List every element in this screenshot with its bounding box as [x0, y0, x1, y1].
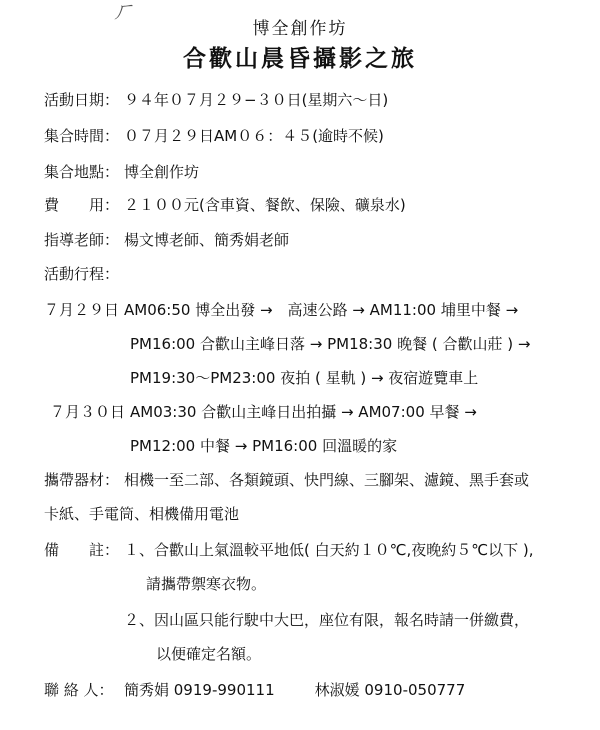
place-label: 集合地點：	[44, 163, 120, 181]
equipment-line1: 相機一至二部、各類鏡頭、快門線、三腳架、濾鏡、黑手套或	[124, 471, 530, 489]
day1-line2: PM16:00 合歡山主峰日落 → PM18:30 晚餐 ( 合歡山莊 ) →	[130, 335, 531, 353]
day2-row	[50, 402, 590, 422]
equipment-line2: 卡紙、手電筒、相機備用電池	[44, 505, 240, 523]
organizer-name: 博全創作坊	[252, 19, 348, 39]
page-title: 合歡山晨昏攝影之旅	[183, 46, 417, 72]
teacher-value: 楊文博老師、簡秀娟老師	[124, 231, 290, 249]
contact-person-2: 林淑媛 0910-050777	[314, 681, 466, 699]
date-label: 活動日期：	[44, 91, 120, 109]
time-row	[44, 126, 590, 146]
itinerary-row	[44, 264, 590, 284]
day2-line1: AM03:30 合歡山主峰日出拍攝 → AM07:00 早餐 →	[130, 403, 477, 421]
day1-date: ７月２９日	[44, 301, 120, 319]
note2-line2: 以便確定名額。	[156, 645, 262, 663]
teacher-row	[44, 230, 590, 250]
day2-date: ７月３０日	[50, 403, 126, 421]
fee-value: ２１００元(含車資、餐飲、保險、礦泉水)	[124, 196, 406, 214]
notes-row	[44, 540, 590, 560]
place-row	[44, 162, 590, 182]
place-value: 博全創作坊	[124, 163, 200, 181]
notes-label: 備 註：	[44, 541, 120, 559]
equipment-label: 攜帶器材：	[44, 471, 120, 489]
time-value: ０７月２９日AM０６：４５(逾時不候)	[124, 127, 384, 145]
teacher-label: 指導老師：	[44, 231, 120, 249]
scan-mark: ㄏ	[112, 0, 135, 24]
date-row	[44, 90, 590, 110]
note1-line1: １、合歡山上氣溫較平地低( 白天約１０℃,夜晚約５℃以下 ),	[124, 541, 534, 559]
time-label: 集合時間：	[44, 127, 120, 145]
fee-row	[44, 195, 590, 215]
day2-line2: PM12:00 中餐 → PM16:00 回溫暖的家	[130, 437, 398, 455]
note1-line2: 請攜帶禦寒衣物。	[146, 575, 267, 593]
day1-line1: AM06:50 博全出發 → 高速公路 → AM11:00 埔里中餐 →	[124, 301, 519, 319]
contact-label: 聯 絡 人：	[44, 681, 114, 699]
date-value: ９４年０７月２９−３０日(星期六～日)	[124, 91, 389, 109]
contact-row	[44, 680, 590, 700]
equipment-row	[44, 470, 590, 490]
itinerary-label: 活動行程：	[44, 265, 120, 283]
note2-line1: ２、因山區只能行駛中大巴，座位有限，報名時請一併繳費，	[124, 611, 530, 629]
day1-row	[44, 300, 590, 320]
contact-person-1: 簡秀娟 0919-990111	[124, 681, 275, 699]
fee-label: 費 用：	[44, 196, 120, 214]
day1-line3: PM19:30～PM23:00 夜拍 ( 星軌 ) → 夜宿遊覽車上	[130, 369, 479, 387]
